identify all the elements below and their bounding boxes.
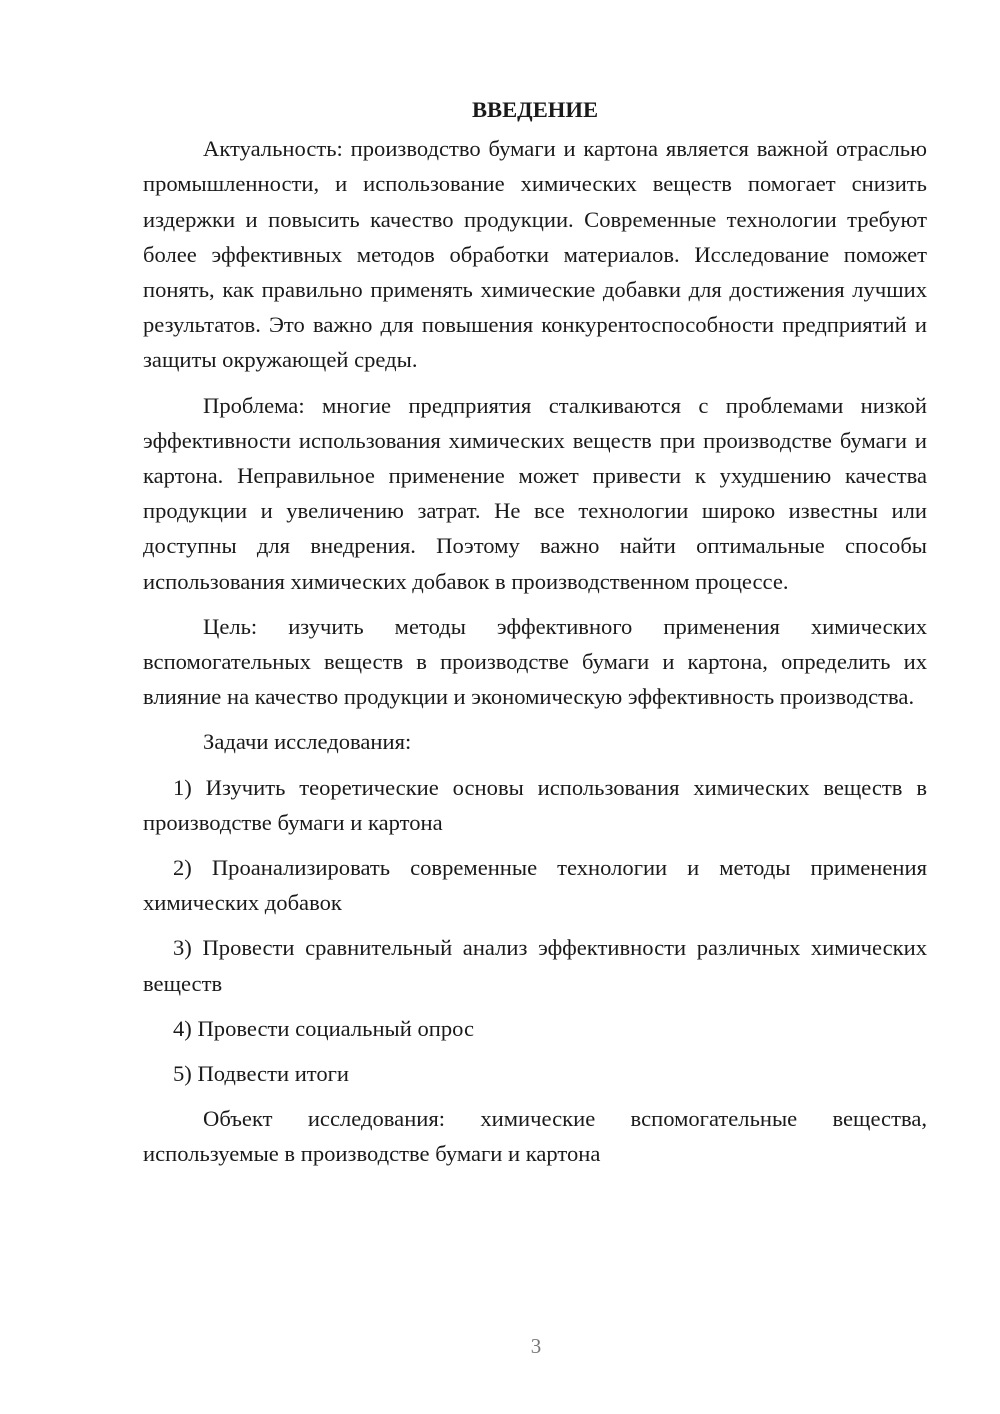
tasks-label: Задачи исследования: <box>203 729 412 755</box>
task-item-3: 3) Провести сравнительный анализ эффективности различных химических веществ <box>143 935 927 996</box>
relevance-paragraph: Актуальность: производство бумаги и картона является важной отраслью промышленности, и использование химических веществ помогает снизить издержки и повысить качество продукции. Современные технологии требуют более эффективных методов обработки материалов. Исследование поможет понять, как правильно применять химические добавки для достижения лучших результатов. Это важно для повышения конкурентоспособности предприятий и защиты окружающей среды. <box>143 136 927 373</box>
task-item-2: 2) Проанализировать современные технологии и методы применения химических добавок <box>143 855 927 916</box>
section-heading: ВВЕДЕНИЕ <box>471 97 599 122</box>
page-content <box>143 92 927 1182</box>
task-item-1: 1) Изучить теоретические основы использования химических веществ в производстве бумаги и картона <box>143 774 927 835</box>
object-paragraph: Объект исследования: химические вспомогательные вещества, используемые в производстве бумаги и картона <box>143 1106 927 1167</box>
task-item-4: 4) Провести социальный опрос <box>173 1015 475 1041</box>
goal-paragraph: Цель: изучить методы эффективного применения химических вспомогательных веществ в производстве бумаги и картона, определить их влияние на качество продукции и экономическую эффективность производства. <box>143 613 927 710</box>
problem-paragraph: Проблема: многие предприятия сталкиваются с проблемами низкой эффективности использования химических веществ при производстве бумаги и картона. Неправильное применение может привести к ухудшению качества продукции и увеличению затрат. Не все технологии широко известны или доступны для внедрения. Поэтому важно найти оптимальные способы использования химических добавок в производственном процессе. <box>143 392 927 594</box>
task-item-5: 5) Подвести итоги <box>173 1061 350 1087</box>
page-number: 3 <box>530 1334 542 1358</box>
